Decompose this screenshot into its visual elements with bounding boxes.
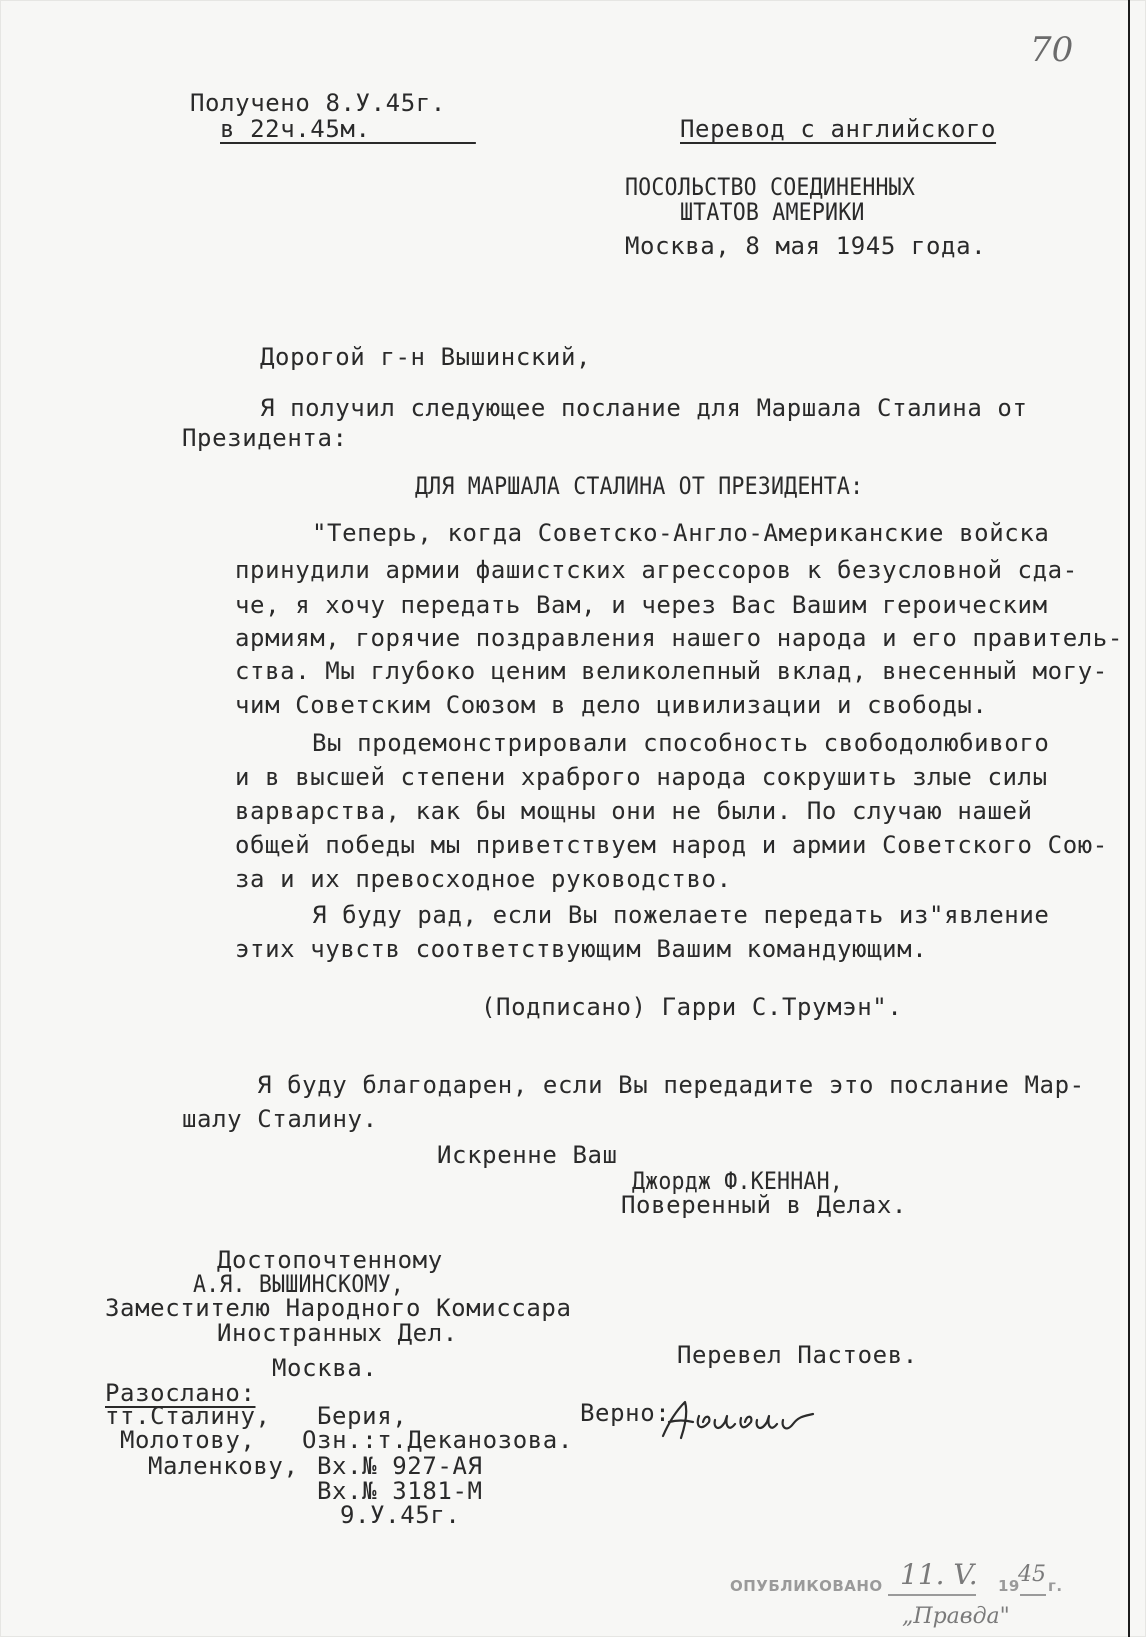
addressee-line-1: Достопочтенному [217,1246,443,1274]
distribution-recipient: Молотову, [120,1426,256,1454]
addressee-line-2: А.Я. ВЫШИНСКОМУ, [193,1270,404,1298]
incoming-number: Вх.№ 927-АЯ [317,1452,483,1480]
salutation: Дорогой г-н Вышинский, [260,343,592,371]
stamp-year: 45 [1018,1562,1046,1587]
distribution-label: Разослано: [105,1379,256,1407]
message-line: и в высшей степени храброго народа сокрушить злые силы [235,763,1048,791]
message-line: че, я хочу передать Вам, и через Вас Вашим героическим [235,591,1048,619]
addressee-city: Москва. [272,1354,378,1382]
message-heading: ДЛЯ МАРШАЛА СТАЛИНА ОТ ПРЕЗИДЕНТА: [415,472,864,500]
intro-line-1: Я получил следующее послание для Маршала Сталина от [260,394,1028,422]
received-time: в 22ч.45м. [220,115,371,143]
stamp-year-underline [1020,1594,1046,1596]
message-line: за и их превосходное руководство. [235,865,732,893]
message-line: чим Советским Союзом в дело цивилизации и свободы. [235,691,988,719]
intro-line-2: Президента: [182,424,348,452]
closing-request-line-2: шалу Сталину. [182,1105,378,1133]
message-line: армиям, горячие поздравления нашего народа и его правитель- [235,624,1123,652]
distribution-recipient: Маленкову, [148,1452,299,1480]
addressee-line-4: Иностранных Дел. [217,1319,458,1347]
message-line: варварства, как бы мощны они не были. По случаю нашей [235,797,1033,825]
stamp-date: 11. V. [900,1558,978,1591]
embassy-name-line1: ПОСОЛЬСТВО СОЕДИНЕННЫХ [625,173,916,201]
translator: Перевел Пастоев. [677,1341,918,1369]
stamp-publication: „Правда" [902,1604,1010,1629]
message-line: "Теперь, когда Советско-Англо-Американские войска [312,519,1050,547]
distribution-note: Озн.:т.Деканозова. [302,1426,573,1454]
distribution-recipient: Берия, [317,1402,408,1430]
received-date: Получено 8.У.45г. [190,89,446,117]
translation-note: Перевод с английского [680,115,997,143]
sincerely: Искренне Ваш [437,1141,618,1169]
message-line: принудили армии фашистских агрессоров к безусловной сда- [235,556,1078,584]
handwritten-signature [655,1392,835,1452]
embassy-name-line2: ШТАТОВ АМЕРИКИ [680,198,865,226]
sender-title: Поверенный в Делах. [621,1191,907,1219]
distribution-date: 9.У.45г. [340,1501,461,1529]
message-line: Я буду рад, если Вы пожелаете передать из"явление [312,901,1050,929]
incoming-number: Вх.№ 3181-М [317,1477,483,1505]
message-line: общей победы мы приветствуем народ и армии Советского Сою- [235,831,1108,859]
letter-date: Москва, 8 мая 1945 года. [625,232,987,260]
truman-signature-line: (Подписано) Гарри С.Трумэн". [481,993,903,1021]
verified-label: Верно: [580,1399,671,1427]
message-line: ства. Мы глубоко ценим великолепный вклад, внесенный могу- [235,657,1108,685]
message-line: Вы продемонстрировали способность свободолюбивого [312,729,1050,757]
distribution-recipient: тт.Сталину, [105,1402,271,1430]
stamp-year-prefix: 19 [998,1577,1020,1595]
closing-request-line-1: Я буду благодарен, если Вы передадите это послание Мар- [257,1071,1085,1099]
stamp-year-unit: г. [1048,1577,1063,1595]
addressee-line-3: Заместителю Народного Комиссара [105,1294,572,1322]
sender-name: Джордж Ф.КЕННАН, [632,1167,843,1195]
stamp-label: ОПУБЛИКОВАНО [730,1577,883,1595]
stamp-underline [888,1594,976,1596]
archive-page-number: 70 [1030,30,1074,70]
message-line: этих чувств соответствующим Вашим командующим. [235,935,928,963]
